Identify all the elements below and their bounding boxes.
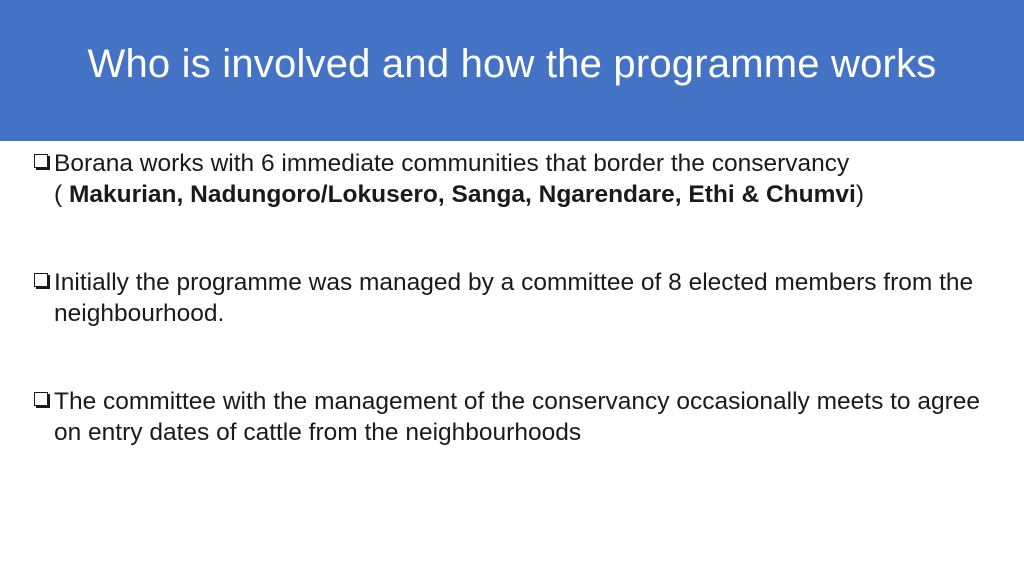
bullet-text: Borana works with 6 immediate communities that border the conservancy xyxy=(54,150,850,177)
checkbox-bullet-icon xyxy=(34,154,48,168)
checkbox-bullet-icon xyxy=(34,392,48,406)
bullet-item xyxy=(34,386,1009,448)
bullet-text: The committee with the management of the conservancy occasionally meets to agree on entry dates of cattle from the neighbourhoods xyxy=(54,388,981,446)
checkbox-bullet-icon xyxy=(34,273,48,287)
bullet-paren-open: ( xyxy=(54,181,69,208)
title-bar xyxy=(0,0,1024,141)
slide-title: Who is involved and how the programme works xyxy=(87,42,937,86)
bullet-item xyxy=(34,267,1009,329)
bullet-text: Initially the programme was managed by a committee of 8 elected members from the neighbourhood. xyxy=(54,269,974,327)
bullet-item xyxy=(34,148,1009,210)
bullet-list xyxy=(34,148,1009,448)
bullet-paren-close: ) xyxy=(855,181,864,208)
community-names: Makurian, Nadungoro/Lokusero, Sanga, Ngarendare, Ethi & Chumvi xyxy=(68,181,856,208)
